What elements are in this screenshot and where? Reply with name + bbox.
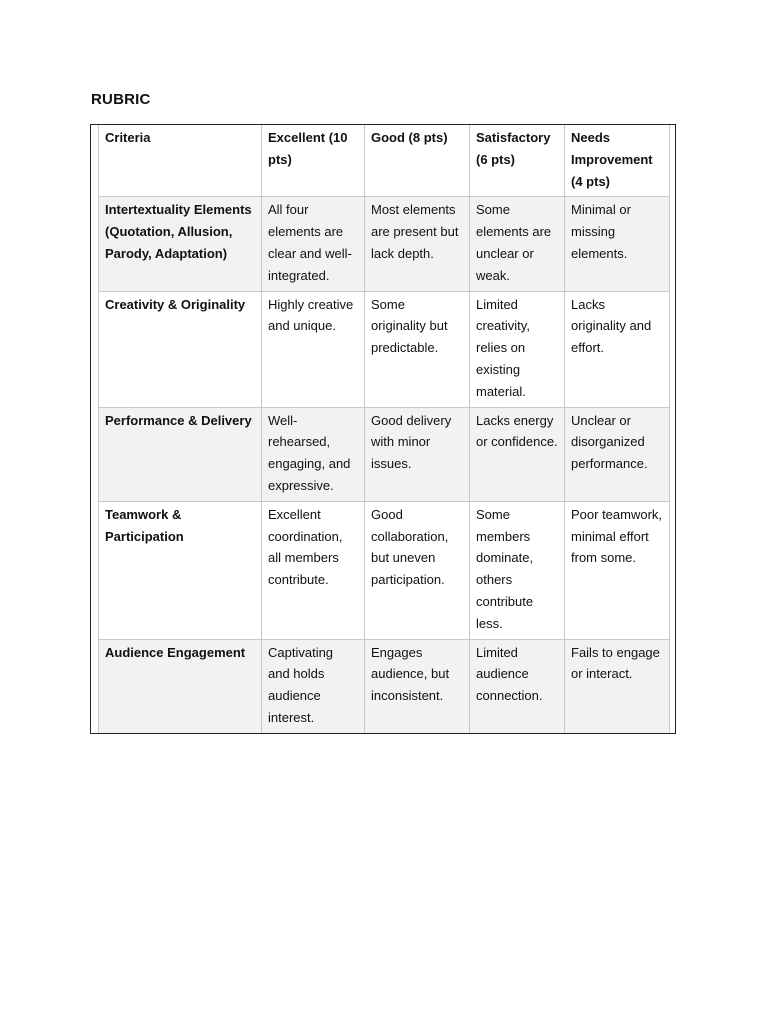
criteria-cell: Creativity & Originality <box>99 291 262 407</box>
satisfactory-cell: Some members dominate, others contribute less. <box>470 501 565 639</box>
page-title: RUBRIC <box>91 91 151 108</box>
needs-improvement-cell: Unclear or disorganized performance. <box>565 407 670 501</box>
good-cell: Good delivery with minor issues. <box>365 407 470 501</box>
column-header-criteria: Criteria <box>99 125 262 197</box>
needs-improvement-cell: Fails to engage or interact. <box>565 639 670 733</box>
rubric-table-frame <box>90 124 676 734</box>
satisfactory-cell: Limited creativity, relies on existing material. <box>470 291 565 407</box>
rubric-table <box>98 125 670 733</box>
column-header-satisfactory: Satisfactory (6 pts) <box>470 125 565 197</box>
satisfactory-cell: Some elements are unclear or weak. <box>470 197 565 291</box>
satisfactory-cell: Limited audience connection. <box>470 639 565 733</box>
needs-improvement-cell: Poor teamwork, minimal effort from some. <box>565 501 670 639</box>
excellent-cell: All four elements are clear and well-integrated. <box>262 197 365 291</box>
good-cell: Most elements are present but lack depth. <box>365 197 470 291</box>
table-row <box>99 639 670 733</box>
good-cell: Engages audience, but inconsistent. <box>365 639 470 733</box>
criteria-cell: Intertextuality Elements (Quotation, Allusion, Parody, Adaptation) <box>99 197 262 291</box>
needs-improvement-cell: Lacks originality and effort. <box>565 291 670 407</box>
needs-improvement-cell: Minimal or missing elements. <box>565 197 670 291</box>
column-header-excellent: Excellent (10 pts) <box>262 125 365 197</box>
good-cell: Good collaboration, but uneven participation. <box>365 501 470 639</box>
criteria-cell: Audience Engagement <box>99 639 262 733</box>
excellent-cell: Highly creative and unique. <box>262 291 365 407</box>
excellent-cell: Well-rehearsed, engaging, and expressive. <box>262 407 365 501</box>
good-cell: Some originality but predictable. <box>365 291 470 407</box>
excellent-cell: Captivating and holds audience interest. <box>262 639 365 733</box>
excellent-cell: Excellent coordination, all members contribute. <box>262 501 365 639</box>
table-row <box>99 291 670 407</box>
table-row <box>99 197 670 291</box>
criteria-cell: Teamwork & Participation <box>99 501 262 639</box>
column-header-good: Good (8 pts) <box>365 125 470 197</box>
table-header-row <box>99 125 670 197</box>
criteria-cell: Performance & Delivery <box>99 407 262 501</box>
satisfactory-cell: Lacks energy or confidence. <box>470 407 565 501</box>
table-row <box>99 407 670 501</box>
table-row <box>99 501 670 639</box>
column-header-needs-improvement: Needs Improvement (4 pts) <box>565 125 670 197</box>
